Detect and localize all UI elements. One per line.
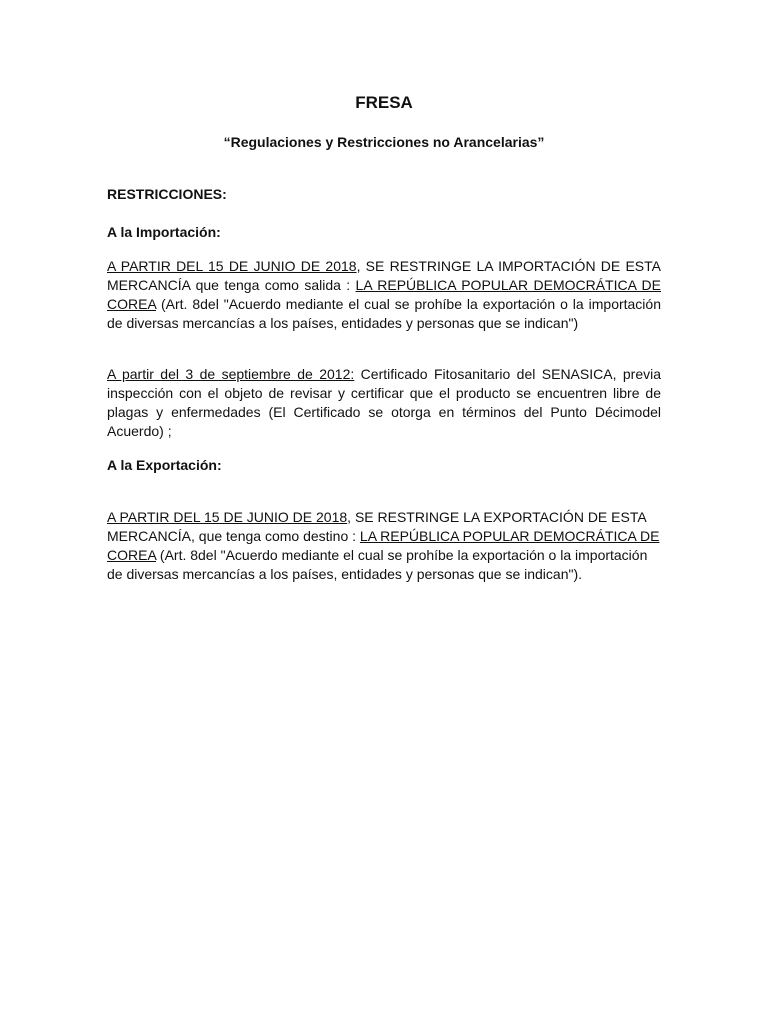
importacion-text: , SE RESTRINGE LA IMPORTACIÓN DE ESTA MERCANCÍA que tenga como salida : xyxy=(107,258,661,293)
exportacion-citation: (Art. 8del "Acuerdo mediante el cual se prohíbe la exportación o la importación de diversas mercancías a los países, entidades y personas que se indican"). xyxy=(107,547,648,582)
exportacion-date: A PARTIR DEL 15 DE JUNIO DE 2018 xyxy=(107,509,348,525)
fitosanitario-text: Certificado Fitosanitario del SENASICA, previa inspección con el objeto de revisar y certificar que el producto se encuentren libre de plagas y enfermedades (El Certificado se otorga en términos del Punto Décimodel Acuerdo) ; xyxy=(107,366,662,439)
importacion-paragraph-2 xyxy=(107,365,661,441)
fitosanitario-date: A partir del 3 de septiembre de 2012: xyxy=(107,366,355,382)
exportacion-country: LA REPÚBLICA POPULAR DEMOCRÁTICA DE COREA xyxy=(107,528,660,563)
document-title: FRESA xyxy=(355,93,413,112)
importacion-paragraph-1 xyxy=(107,257,661,333)
document-subtitle: “Regulaciones y Restricciones no Arancelarias” xyxy=(223,134,545,150)
importacion-heading: A la Importación: xyxy=(107,224,221,240)
exportacion-paragraph-1 xyxy=(107,508,661,584)
exportacion-heading: A la Exportación: xyxy=(107,457,222,473)
importacion-citation: (Art. 8del "Acuerdo mediante el cual se prohíbe la exportación o la importación de diversas mercancías a los países, entidades y personas que se indican") xyxy=(107,296,661,331)
exportacion-text: , SE RESTRINGE LA EXPORTACIÓN DE ESTA MERCANCÍA, que tenga como destino : xyxy=(107,509,646,544)
restricciones-heading: RESTRICCIONES: xyxy=(107,186,227,202)
importacion-date-link: A PARTIR DEL 15 DE JUNIO DE 2018 xyxy=(107,258,357,274)
importacion-country: LA REPÚBLICA POPULAR DEMOCRÁTICA DE COREA xyxy=(107,277,661,312)
